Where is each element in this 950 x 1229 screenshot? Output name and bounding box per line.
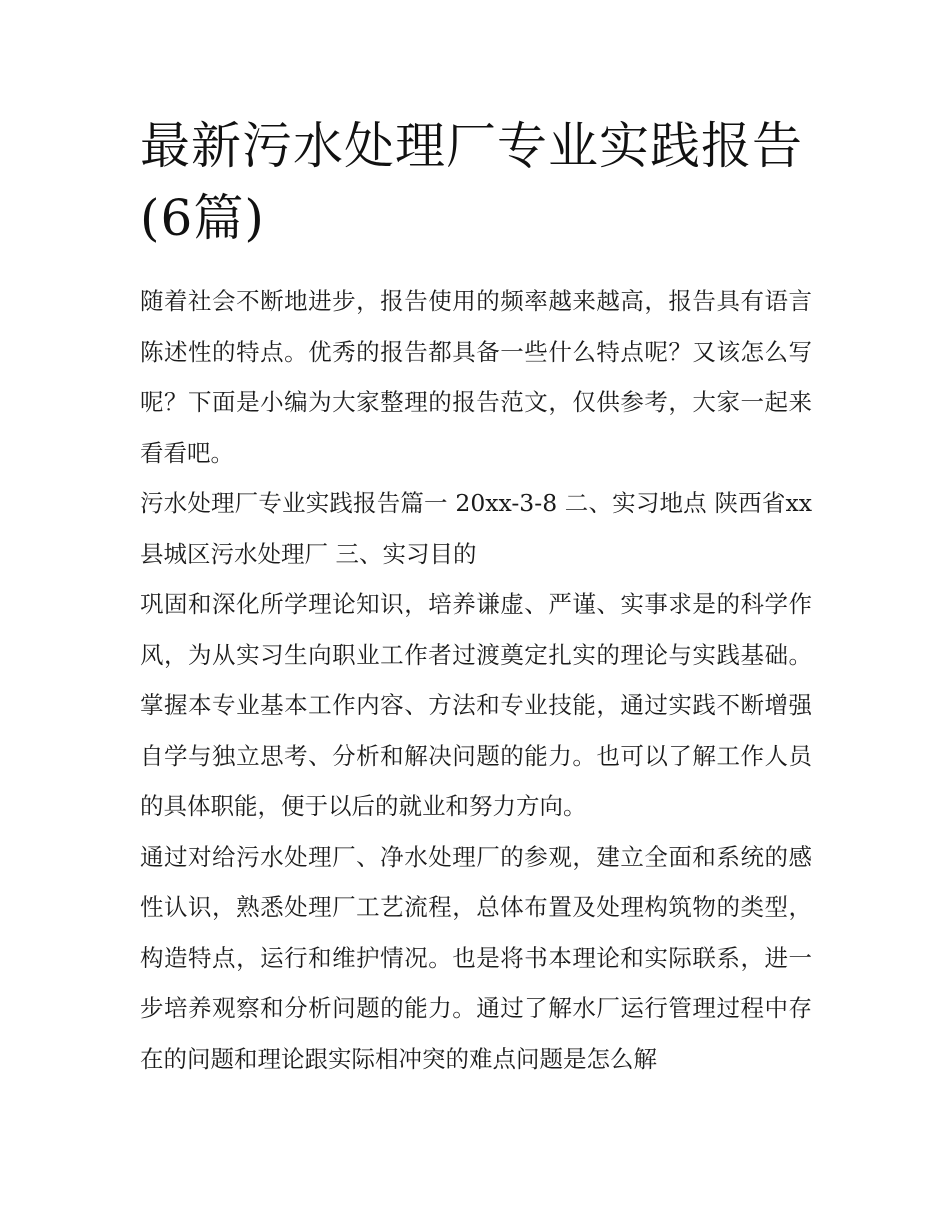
paragraph-intro: 随着社会不断地进步，报告使用的频率越来越高，报告具有语言陈述性的特点。优秀的报告都具备一些什么特点呢？又该怎么写呢？下面是小编为大家整理的报告范文，仅供参考，大家一起来看看吧。 xyxy=(140,287,812,467)
paragraph-purpose: 巩固和深化所学理论知识，培养谦虚、严谨、实事求是的科学作风，为从实习生向职业工作者过渡奠定扎实的理论与实践基础。掌握本专业基本工作内容、方法和专业技能，通过实践不断增强自学与独立思考、分析和解决问题的能力。也可以了解工作人员的具体职能，便于以后的就业和努力方向。 xyxy=(140,590,812,820)
document-title: 最新污水处理厂专业实践报告(6篇) xyxy=(140,117,803,247)
paragraph-section-header: 污水处理厂专业实践报告篇一 20xx-3-8 二、实习地点 陕西省xx县城区污水处理厂 三、实习目的 xyxy=(140,489,812,568)
document-page xyxy=(140,110,812,1084)
paragraph-visit: 通过对给污水处理厂、净水处理厂的参观，建立全面和系统的感性认识，熟悉处理厂工艺流程，总体布置及处理构筑物的类型，构造特点，运行和维护情况。也是将书本理论和实际联系，进一步培养观察和分析问题的能力。通过了解水厂运行管理过程中存在的问题和理论跟实际相冲突的难点问题是怎么解 xyxy=(140,842,812,1073)
